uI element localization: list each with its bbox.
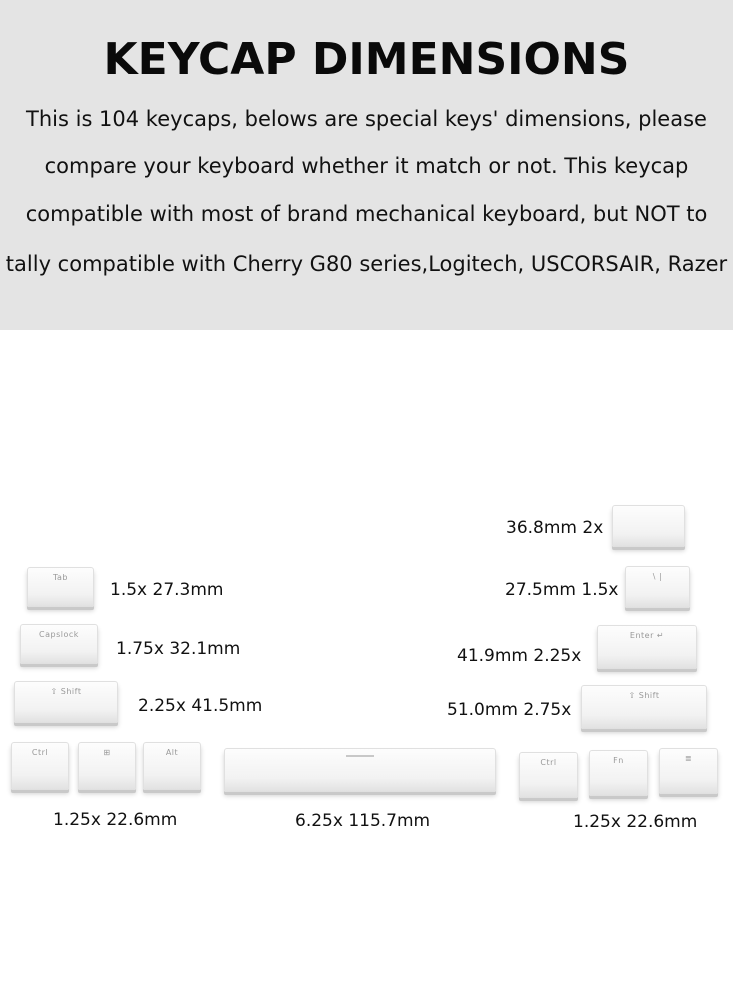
capslock-keycap xyxy=(20,624,98,664)
description-line-3: compatible with most of brand mechanical keyboard, but NOT to xyxy=(25,202,708,226)
spacebar-dimension: 6.25x 115.7mm xyxy=(295,811,431,831)
wide-key-dimension: 36.8mm 2x xyxy=(506,518,604,538)
left-ctrl-legend: Ctrl xyxy=(31,748,49,757)
spacebar-keycap xyxy=(224,748,496,792)
backslash-dimension: 27.5mm 1.5x xyxy=(505,580,619,600)
backslash-legend: \ | xyxy=(652,572,663,581)
capslock-dimension: 1.75x 32.1mm xyxy=(116,639,241,659)
right-shift-legend: ⇧ Shift xyxy=(628,691,660,700)
header-banner xyxy=(0,0,733,330)
fn-keycap xyxy=(589,750,648,796)
page-title: KEYCAP DIMENSIONS xyxy=(103,34,630,85)
right-mods-dimension: 1.25x 22.6mm xyxy=(573,812,698,832)
left-shift-keycap xyxy=(14,681,118,723)
tab-dimension: 1.5x 27.3mm xyxy=(110,580,224,600)
win-keycap xyxy=(78,742,136,790)
tab-legend: Tab xyxy=(52,573,69,582)
right-ctrl-keycap xyxy=(519,752,578,798)
left-shift-legend: ⇧ Shift xyxy=(50,687,82,696)
capslock-legend: Capslock xyxy=(39,630,79,639)
enter-dimension: 41.9mm 2.25x xyxy=(457,646,582,666)
tab-keycap xyxy=(27,567,94,607)
menu-icon: ≣ xyxy=(684,754,693,763)
enter-legend: Enter ↵ xyxy=(629,631,665,640)
windows-icon: ⊞ xyxy=(103,748,111,757)
wide-keycap xyxy=(612,505,685,547)
description-line-2: compare your keyboard whether it match or not. This keycap xyxy=(44,154,689,178)
description-line-1: This is 104 keycaps, belows are special keys' dimensions, please xyxy=(26,107,707,131)
backslash-keycap xyxy=(625,566,690,608)
left-ctrl-keycap xyxy=(11,742,69,790)
right-ctrl-legend: Ctrl xyxy=(540,758,557,767)
left-alt-legend: Alt xyxy=(165,748,179,757)
menu-keycap xyxy=(659,748,718,794)
enter-keycap xyxy=(597,625,697,669)
left-shift-dimension: 2.25x 41.5mm xyxy=(138,696,263,716)
left-alt-keycap xyxy=(143,742,201,790)
fn-legend: Fn xyxy=(613,756,624,765)
right-shift-dimension: 51.0mm 2.75x xyxy=(447,700,572,720)
right-shift-keycap xyxy=(581,685,707,729)
description-line-4: tally compatible with Cherry G80 series,Logitech, USCORSAIR, Razer xyxy=(5,252,728,276)
left-mods-dimension: 1.25x 22.6mm xyxy=(53,810,178,830)
spacebar-mark xyxy=(346,755,374,757)
